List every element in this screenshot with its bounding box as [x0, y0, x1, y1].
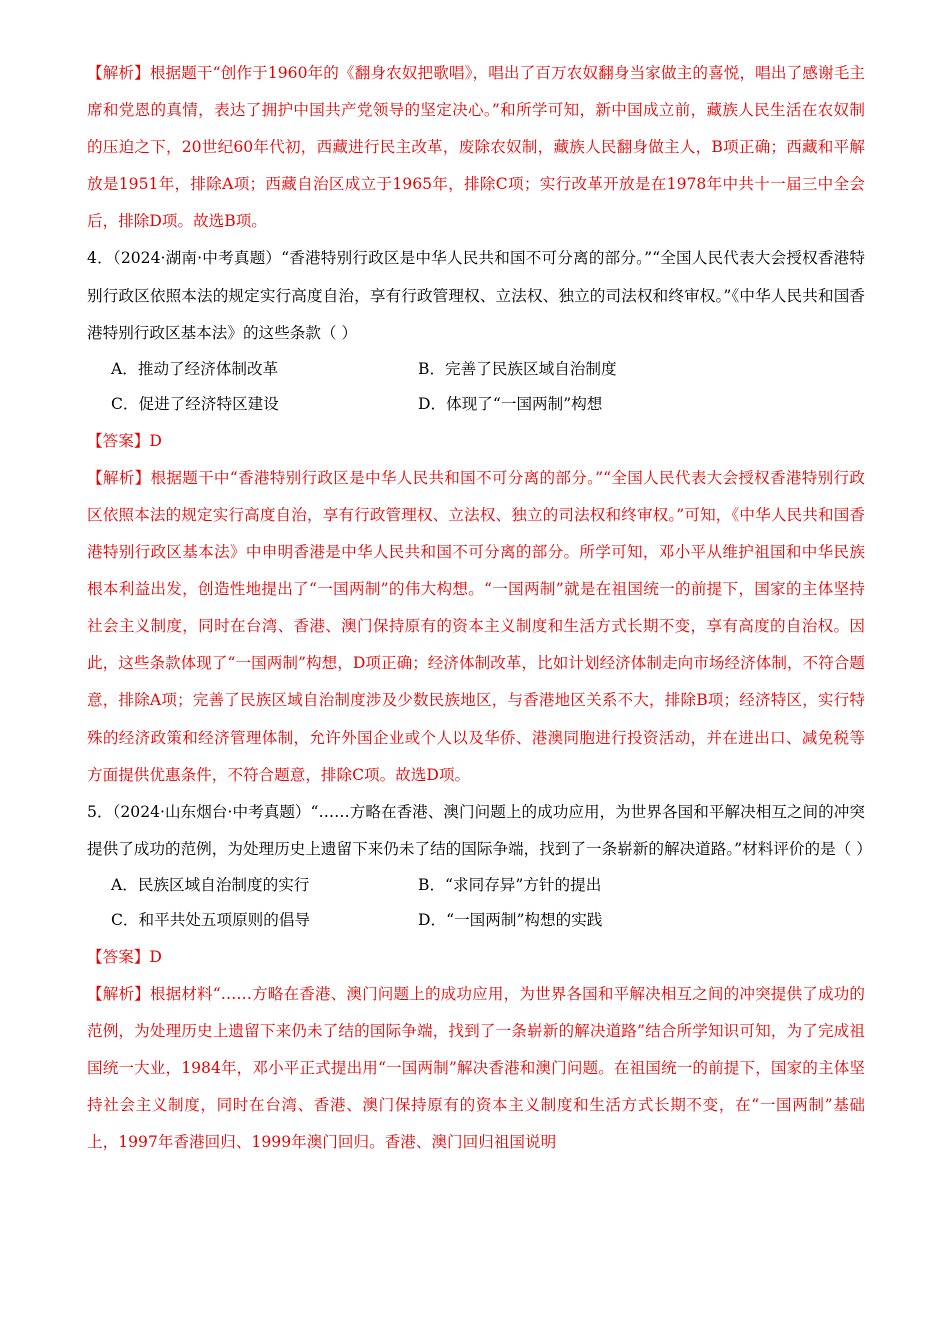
- option-b: B．完善了民族区域自治制度: [418, 359, 617, 378]
- document-page: [87, 55, 872, 1161]
- question-5-stem: 5．（2024·山东烟台·中考真题）“……方略在香港、澳门问题上的成功应用，为世界各国和平解决相互之间的冲突提供了成功的范例，为处理历史上遗留下来仍未了结的国际争端，找到了一条崭新的解决道路。”材料评价的是（ ）: [87, 802, 872, 858]
- option-d: D．“一国两制”构想的实践: [418, 911, 603, 930]
- analysis-text: 根据题干中“香港特别行政区是中华人民共和国不可分离的部分。”“全国人民代表大会授权香港特别行政区依照本法的规定实行高度自治，享有行政管理权、立法权、独立的司法权和终审权。”可知，《中华人民共和国香港特别行政区基本法》中申明香港是中华人民共和国不可分离的部分。所学可知，邓小平从维护祖国和中华民族根本利益出发，创造性地提出了“一国两制”的伟大构想。“一国两制”就是在祖国统一的前提下，国家的主体坚持社会主义制度，同时在台湾、香港、澳门保持原有的资本主义制度和生活方式长期不变，享有高度的自治权。因此，这些条款体现了“一国两制”构想，D项正确；经济体制改革，比如计划经济体制走向市场经济体制，不符合题意，排除A项；完善了民族区域自治制度涉及少数民族地区，与香港地区关系不大，排除B项；经济特区，实行特殊的经济政策和经济管理体制，允许外国企业或个人以及华侨、港澳同胞进行投资活动，并在进出口、减免税等方面提供优惠条件，不符合题意，排除C项。故选D项。: [87, 468, 865, 784]
- option-a: A．推动了经济体制改革: [111, 359, 279, 378]
- question-4-stem: 4．（2024·湖南·中考真题）“香港特别行政区是中华人民共和国不可分离的部分。”“全国人民代表大会授权香港特别行政区依照本法的规定实行高度自治，享有行政管理权、立法权、独立的司法权和终审权。”《中华人民共和国香港特别行政区基本法》的这些条款（ ）: [87, 249, 865, 342]
- option-c: C．和平共处五项原则的倡导: [111, 911, 311, 930]
- analysis-q5: [87, 976, 865, 1161]
- analysis-q3: [87, 55, 865, 240]
- answer-value: D: [149, 431, 162, 450]
- analysis-text: 根据题干“创作于1960年的《翻身农奴把歌唱》，唱出了百万农奴翻身当家做主的喜悦，唱出了感谢毛主席和党恩的真情，表达了拥护中国共产党领导的坚定决心。”和所学可知，新中国成立前，藏族人民生活在农奴制的压迫之下，20世纪60年代初，西藏进行民主改革，废除农奴制，藏族人民翻身做主人，B项正确；西藏和平解放是1951年，排除A项；西藏自治区成立于1965年，排除C项；实行改革开放是在1978年中共十一届三中全会后，排除D项。故选B项。: [87, 64, 865, 231]
- answer-q5: [87, 939, 865, 976]
- option-a: A．民族区域自治制度的实行: [111, 875, 310, 894]
- answer-q4: [87, 423, 865, 460]
- analysis-tag: 【解析】: [87, 468, 151, 487]
- option-c: C．促进了经济特区建设: [111, 395, 279, 414]
- option-d: D．体现了“一国两制”构想: [418, 395, 603, 414]
- answer-tag: 【答案】: [87, 431, 150, 450]
- option-b: B．“求同存异”方针的提出: [418, 875, 602, 894]
- analysis-tag: 【解析】: [87, 984, 150, 1003]
- analysis-text: 根据材料“……方略在香港、澳门问题上的成功应用，为世界各国和平解决相互之间的冲突提供了成功的范例，为处理历史上遗留下来仍未了结的国际争端，找到了一条崭新的解决道路”结合所学知识可知，为了完成祖国统一大业，1984年，邓小平正式提出用“一国两制”解决香港和澳门问题。在祖国统一的前提下，国家的主体坚持社会主义制度，同时在台湾、香港、澳门保持原有的资本主义制度和生活方式长期不变，在“一国两制”基础上，1997年香港回归、1999年澳门回归。香港、澳门回归祖国说明: [87, 984, 865, 1152]
- analysis-tag: 【解析】: [87, 64, 150, 82]
- question-4-options: [87, 352, 865, 423]
- answer-value: D: [149, 947, 162, 966]
- answer-tag: 【答案】: [87, 947, 150, 966]
- analysis-q4: [87, 460, 865, 794]
- question-5-options: [87, 868, 865, 939]
